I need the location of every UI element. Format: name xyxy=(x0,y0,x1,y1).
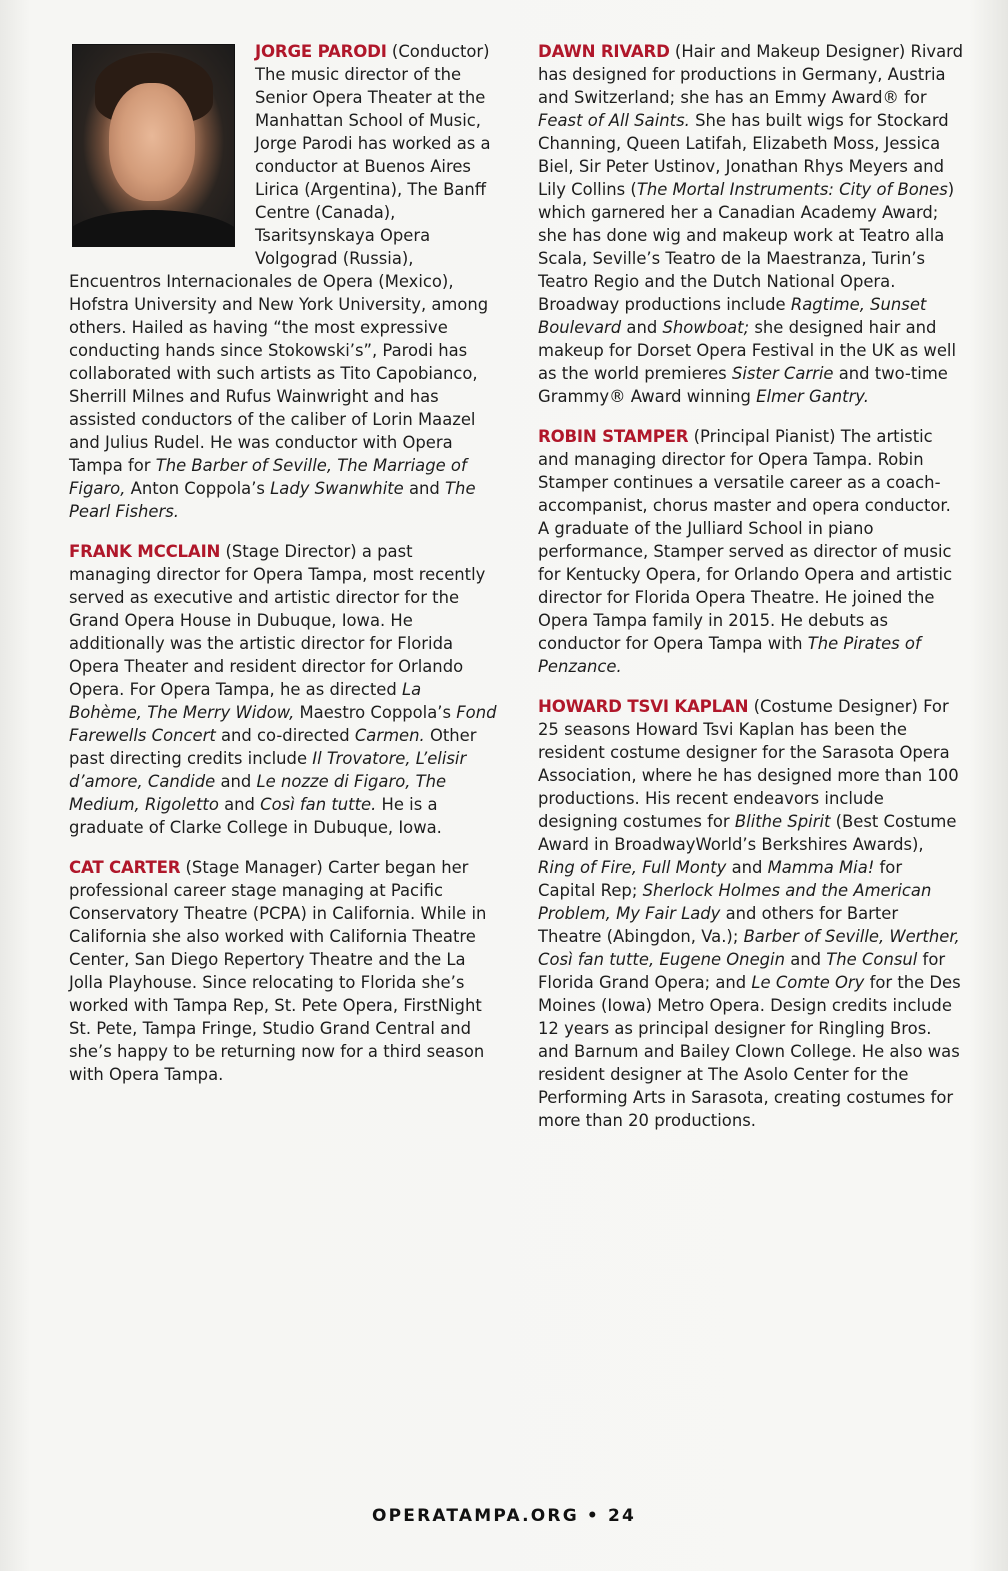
bio-title: Ring of Fire, Full Monty xyxy=(538,858,727,877)
bio-name: CAT CARTER xyxy=(69,858,181,877)
bio-role: (Stage Manager) xyxy=(185,858,323,877)
bio-role: (Costume Designer) xyxy=(753,697,918,716)
right-column xyxy=(538,40,963,1149)
bio-cat-carter xyxy=(69,856,499,1086)
bio-text: for Florida Grand Opera; and xyxy=(538,950,946,992)
bio-robin-stamper xyxy=(538,425,963,678)
bio-text: Other past directing credits include xyxy=(69,726,477,768)
bio-role: (Hair and Makeup Designer) xyxy=(674,42,906,61)
portrait-shoulders xyxy=(72,210,235,247)
bio-text: and co-directed xyxy=(220,726,350,745)
bio-title: Feast of All Saints. xyxy=(538,111,690,130)
footer-website: OPERATAMPA.ORG xyxy=(371,1506,579,1526)
bio-title: Barber of Seville, Werther, Così fan tutte, Eugene Onegin xyxy=(538,927,960,969)
bio-text: for the Des Moines (Iowa) Metro Opera. Design credits include 12 years as principal designer for Ringling Bros. and Barnum and Bailey Clown College. He also was resident designer at The Asolo Center for the Performing Arts in Sarasota, creating costumes for more than 20 productions. xyxy=(538,973,961,1130)
bio-name: JORGE PARODI xyxy=(255,42,387,61)
bio-title: Elmer Gantry. xyxy=(756,387,869,406)
bio-dawn-rivard xyxy=(538,40,963,408)
bio-text: Maestro Coppola’s xyxy=(299,703,452,722)
bio-text: ) which garnered her a Canadian Academy Award; she has done wig and makeup work at Teatro alla Scala, Seville’s Teatro de la Maestranza, Turin’s Teatro Regio and the Dutch National Opera. Broadway productions include xyxy=(538,180,955,314)
bio-title: Fond Farewells Concert xyxy=(69,703,497,745)
bio-title: The Mortal Instruments: City of Bones xyxy=(636,180,948,199)
bio-title: Ragtime, Sunset Boulevard xyxy=(538,295,927,337)
bio-title: Così fan tutte. xyxy=(260,795,377,814)
bio-text: Rivard has designed for productions in Germany, Austria and Switzerland; she has an Emmy Award® for xyxy=(538,42,963,107)
bio-title: Showboat; xyxy=(662,318,750,337)
bio-text: The music director of the Senior Opera Theater at the Manhattan School of Music, Jorge Parodi has worked as a conductor at Buenos Aires Lirica (Argentina), The Banff Centre (Canada), Tsaritsynskaya Opera Volgograd (Russia), Encuentros Internacionales de Opera (Mexico), Hofstra University and New York University, among others. Hailed as having “the most expressive conducting hands since Stokowski’s”, Parodi has collaborated with such artists as Tito Capobianco, Sherrill Milnes and Rufus Wainwright and has assisted conductors of the caliber of Lorin Maazel and Julius Rudel. He was conductor with Opera Tampa for xyxy=(69,65,491,475)
bio-text: She has built wigs for Stockard Channing, Queen Latifah, Elizabeth Moss, Jessica Biel, Sir Peter Ustinov, Jonathan Rhys Meyers and Lily Collins ( xyxy=(538,111,949,199)
bio-text: and xyxy=(408,479,440,498)
footer-separator: • xyxy=(586,1506,600,1526)
bio-title: The Pearl Fishers. xyxy=(69,479,476,521)
page-footer xyxy=(0,1506,1008,1526)
bio-role: (Stage Director) xyxy=(225,542,357,561)
bio-name: FRANK MCCLAIN xyxy=(69,542,221,561)
bio-text: He is a graduate of Clarke College in Dubuque, Iowa. xyxy=(69,795,442,837)
bio-text: Carter began her professional career stage managing at Pacific Conservatory Theatre (PCPA) in California. While in California she also worked with California Theatre Center, San Diego Repertory Theatre and the La Jolla Playhouse. Since relocating to Florida she’s worked with Tampa Rep, St. Pete Opera, FirstNight St. Pete, Tampa Fringe, Studio Grand Central and she’s happy to be returning now for a third season with Opera Tampa. xyxy=(69,858,487,1084)
bio-role: (Principal Pianist) xyxy=(693,427,836,446)
bio-text: for Capital Rep; xyxy=(538,858,903,900)
bio-text: and xyxy=(224,795,255,814)
portrait-photo-jorge-parodi xyxy=(72,44,235,247)
bio-title: Mamma Mia! xyxy=(767,858,875,877)
bio-title: The Consul xyxy=(826,950,918,969)
bio-text: and others for Barter Theatre (Abingdon, Va.); xyxy=(538,904,899,946)
bio-title: Il Trovatore, L’elisir d’amore, Candide xyxy=(69,749,467,791)
bio-title: The Pirates of Penzance. xyxy=(538,634,921,676)
bio-text: The artistic and managing director for Opera Tampa. Robin Stamper continues a versatile career as a coach-accompanist, chorus master and opera conductor. A graduate of the Julliard School in piano performance, Stamper served as director of music for Kentucky Opera, for Orlando Opera and artistic director for Florida Opera Theatre. He joined the Opera Tampa family in 2015. He debuts as conductor for Opera Tampa with xyxy=(538,427,953,653)
left-column xyxy=(69,40,499,1103)
bio-text: and xyxy=(790,950,822,969)
bio-title: Le nozze di Figaro, The Medium, Rigoletto xyxy=(69,772,447,814)
bio-text: and xyxy=(626,318,658,337)
bio-title: Lady Swanwhite xyxy=(270,479,404,498)
bio-name: HOWARD TSVI KAPLAN xyxy=(538,697,749,716)
bio-text: and xyxy=(731,858,763,877)
page-number: 24 xyxy=(607,1506,637,1526)
bio-text: For 25 seasons Howard Tsvi Kaplan has been the resident costume designer for the Sarasota Opera Association, where he has designed more than 100 productions. His recent endeavors include designing costumes for xyxy=(538,697,959,831)
bio-title: Le Comte Ory xyxy=(751,973,865,992)
bio-title: Blithe Spirit xyxy=(734,812,831,831)
bio-title: Carmen. xyxy=(354,726,425,745)
bio-role: (Conductor) xyxy=(391,42,490,61)
bio-text: and two-time Grammy® Award winning xyxy=(538,364,948,406)
bio-jorge-parodi xyxy=(69,40,499,523)
bio-frank-mcclain xyxy=(69,540,499,839)
bio-text: and xyxy=(220,772,252,791)
bio-title: Sherlock Holmes and the American Problem, My Fair Lady xyxy=(538,881,932,923)
bio-title: Sister Carrie xyxy=(731,364,834,383)
bio-name: ROBIN STAMPER xyxy=(538,427,689,446)
bio-howard-tsvi-kaplan xyxy=(538,695,963,1132)
bio-title: La Bohème, The Merry Widow, xyxy=(69,680,422,722)
bio-text: (Best Costume Award in BroadwayWorld’s Berkshires Awards), xyxy=(538,812,957,854)
bio-name: DAWN RIVARD xyxy=(538,42,670,61)
portrait-face xyxy=(109,83,195,201)
bio-text: she designed hair and makeup for Dorset Opera Festival in the UK as well as the world premieres xyxy=(538,318,957,383)
bio-text: a past managing director for Opera Tampa, most recently served as executive and artistic director for the Grand Opera House in Dubuque, Iowa. He additionally was the artistic director for Florida Opera Theater and resident director for Orlando Opera. For Opera Tampa, he as directed xyxy=(69,542,486,699)
bio-text: Anton Coppola’s xyxy=(130,479,265,498)
bio-title: The Barber of Seville, The Marriage of Figaro, xyxy=(69,456,467,498)
